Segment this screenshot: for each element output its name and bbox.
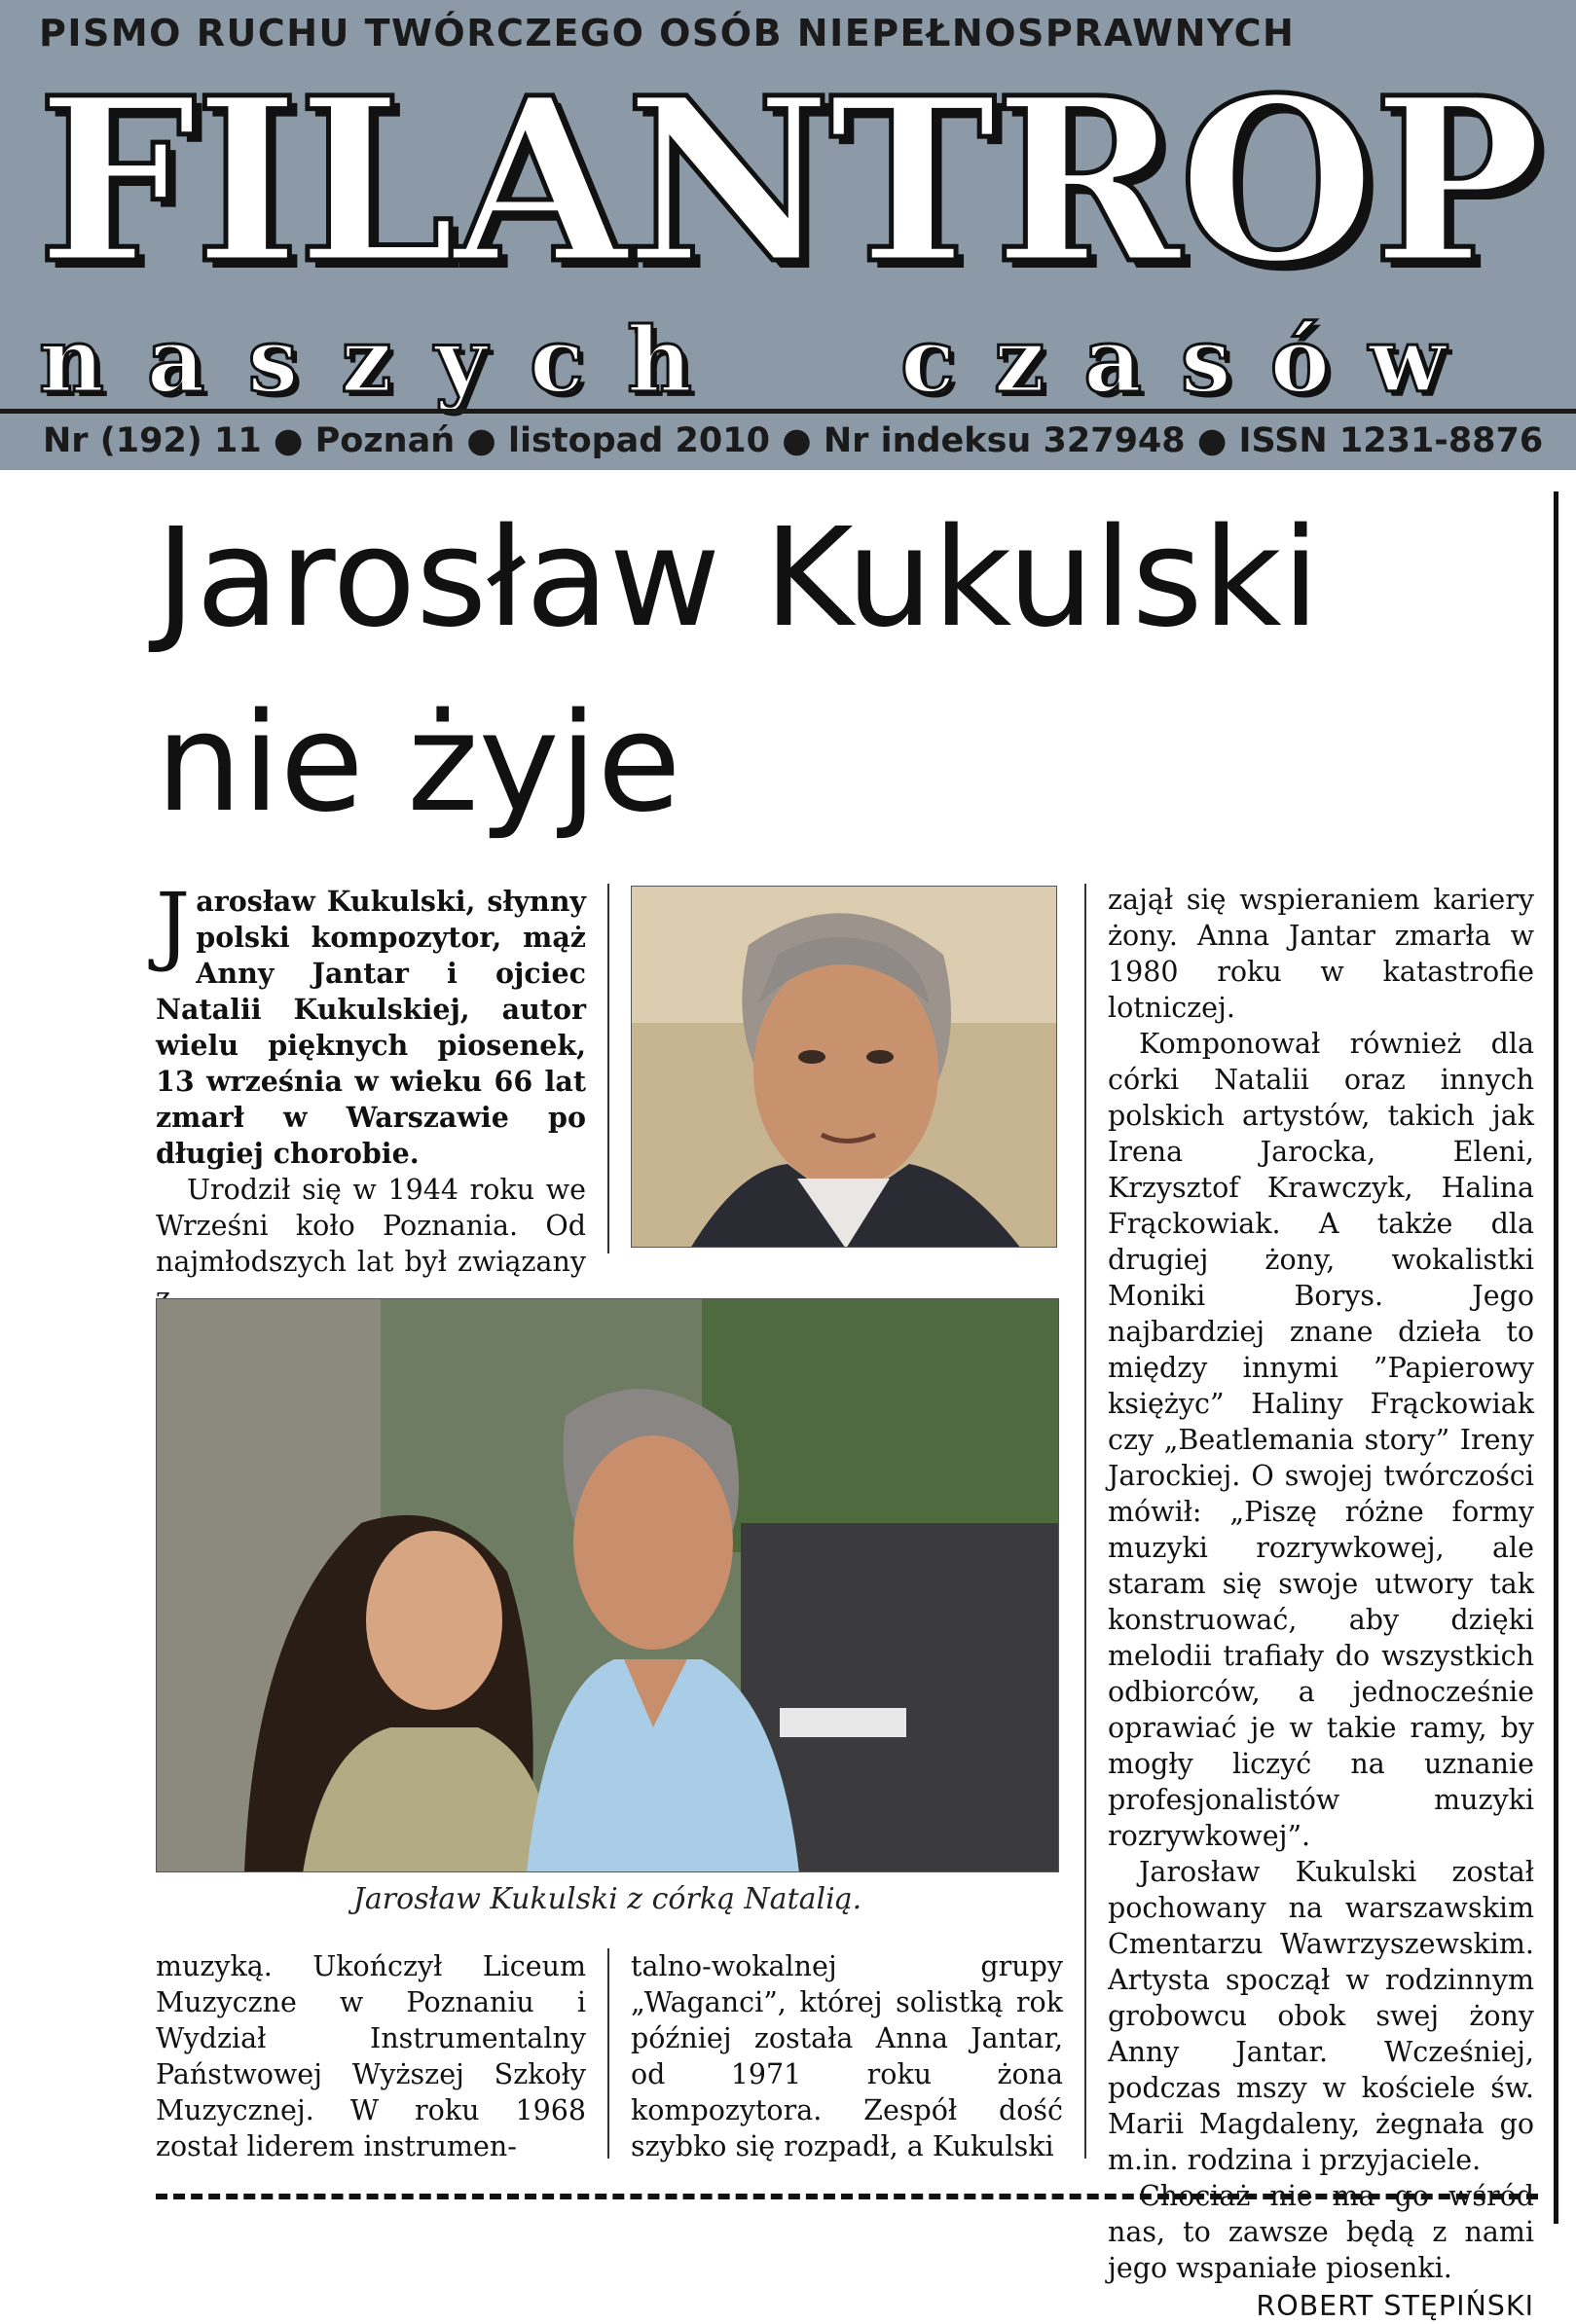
article-column-right xyxy=(1108,882,1534,2324)
article-paragraph: Komponował również dla córki Natalii oraz innych polskich artystów, takich jak Irena Jarocka, Eleni, Krzysztof Krawczyk, Halina Frąckowiak. A także dla drugiej żony, wokalistki Moniki Borys. Jego najbardziej znane dzieła to między innymi ”Papierowy księżyc” Haliny Frąckowiak czy „Beatlemania story” Ireny Jarockiej. O swojej twórczości mówił: „Piszę różne formy muzyki rozrywkowej, ale staram się swoje utwory tak konstruować, aby dzięki melodii trafiały do wszystkich odbiorców, a jednocześnie oprawiać je w takie ramy, by mogły liczyć na uznanie profesjonalistów muzyki rozrywkowej”. xyxy=(1108,1028,1534,1852)
article-paragraph: zajął się wspieraniem kariery żony. Anna Jantar zmarła w 1980 roku w katastrofie lotniczej. xyxy=(1108,884,1534,1024)
headline-line-2: nie żyje xyxy=(156,684,681,843)
masthead-title: FILANTROP xyxy=(36,48,1540,313)
article-headline xyxy=(156,487,1538,856)
article-column-bottom-middle xyxy=(631,1948,1063,2164)
masthead-tagline: PISMO RUCHU TWÓRCZEGO OSÓB NIEPEŁNOSPRAWNYCH xyxy=(39,12,1296,54)
photo-caption: Jarosław Kukulski z córką Natalią. xyxy=(352,1882,862,1916)
headline-line-1: Jarosław Kukulski xyxy=(156,499,1320,658)
article-paragraph: muzyką. Ukończył Liceum Muzyczne w Poznaniu i Wydział Instrumentalny Państwowej Wyższej Szkoły Muzycznej. W roku 1968 został liderem instrumen- xyxy=(156,1950,586,2162)
article-paragraph: Chociaż nie ma go wśród nas, to zawsze będą z nami jego wspaniałe piosenki. xyxy=(1108,2180,1534,2284)
masthead xyxy=(0,0,1576,470)
article-column-bottom-left xyxy=(156,1948,586,2164)
lead-text: arosław Kukulski, słynny polski kompozytor, mąż Anny Jantar i ojciec Natalii Kukulskiej, autor wielu pięknych piosenek, 13 września w wieku 66 lat zmarł w Warszawie po długiej chorobie. xyxy=(156,885,586,1170)
article-paragraph: talno-wokalnej grupy „Waganci”, której solistką rok później została Anna Jantar, od 1971 roku żona kompozytora. Zespół dość szybko się rozpadł, a Kukulski xyxy=(631,1950,1063,2162)
column-separator xyxy=(607,1948,609,2159)
article-lead xyxy=(156,874,586,1172)
duo-photo xyxy=(156,1298,1059,1872)
article-paragraph: Urodził się w 1944 roku we Wrześni koło Poznania. Od najmłodszych lat był związany xyxy=(156,1174,586,1278)
issue-info: Nr (192) 11 ● Poznań ● listopad 2010 ● Nr indeksu 327948 ● ISSN 1231-8876 xyxy=(43,421,1544,460)
article-column-left xyxy=(156,874,586,1316)
portrait-photo xyxy=(631,886,1057,1248)
article-author: ROBERT STĘPIŃSKI xyxy=(1256,2290,1534,2322)
issue-bar xyxy=(0,409,1576,470)
article-paragraph: Jarosław Kukulski został pochowany na warszawskim Cmentarzu Wawrzyszewskim. Artysta spoczął w rodzinnym grobowcu obok swej żony Anny Jantar. Wcześniej, podczas mszy w kościele św. Marii Magdaleny, żegnała go m.in. rodzina i przyjaciele. xyxy=(1108,1856,1534,2176)
drop-cap: J xyxy=(156,874,191,974)
right-border-rule xyxy=(1554,491,1558,2224)
masthead-subtitle-word2: czasów xyxy=(900,308,1485,413)
portrait-photo-illustration xyxy=(632,887,1057,1248)
masthead-subtitle xyxy=(39,308,1519,413)
masthead-subtitle-word1: naszych xyxy=(39,308,735,413)
column-separator xyxy=(607,884,609,1253)
duo-photo-illustration xyxy=(157,1299,1059,1872)
column-separator xyxy=(1084,884,1086,2159)
